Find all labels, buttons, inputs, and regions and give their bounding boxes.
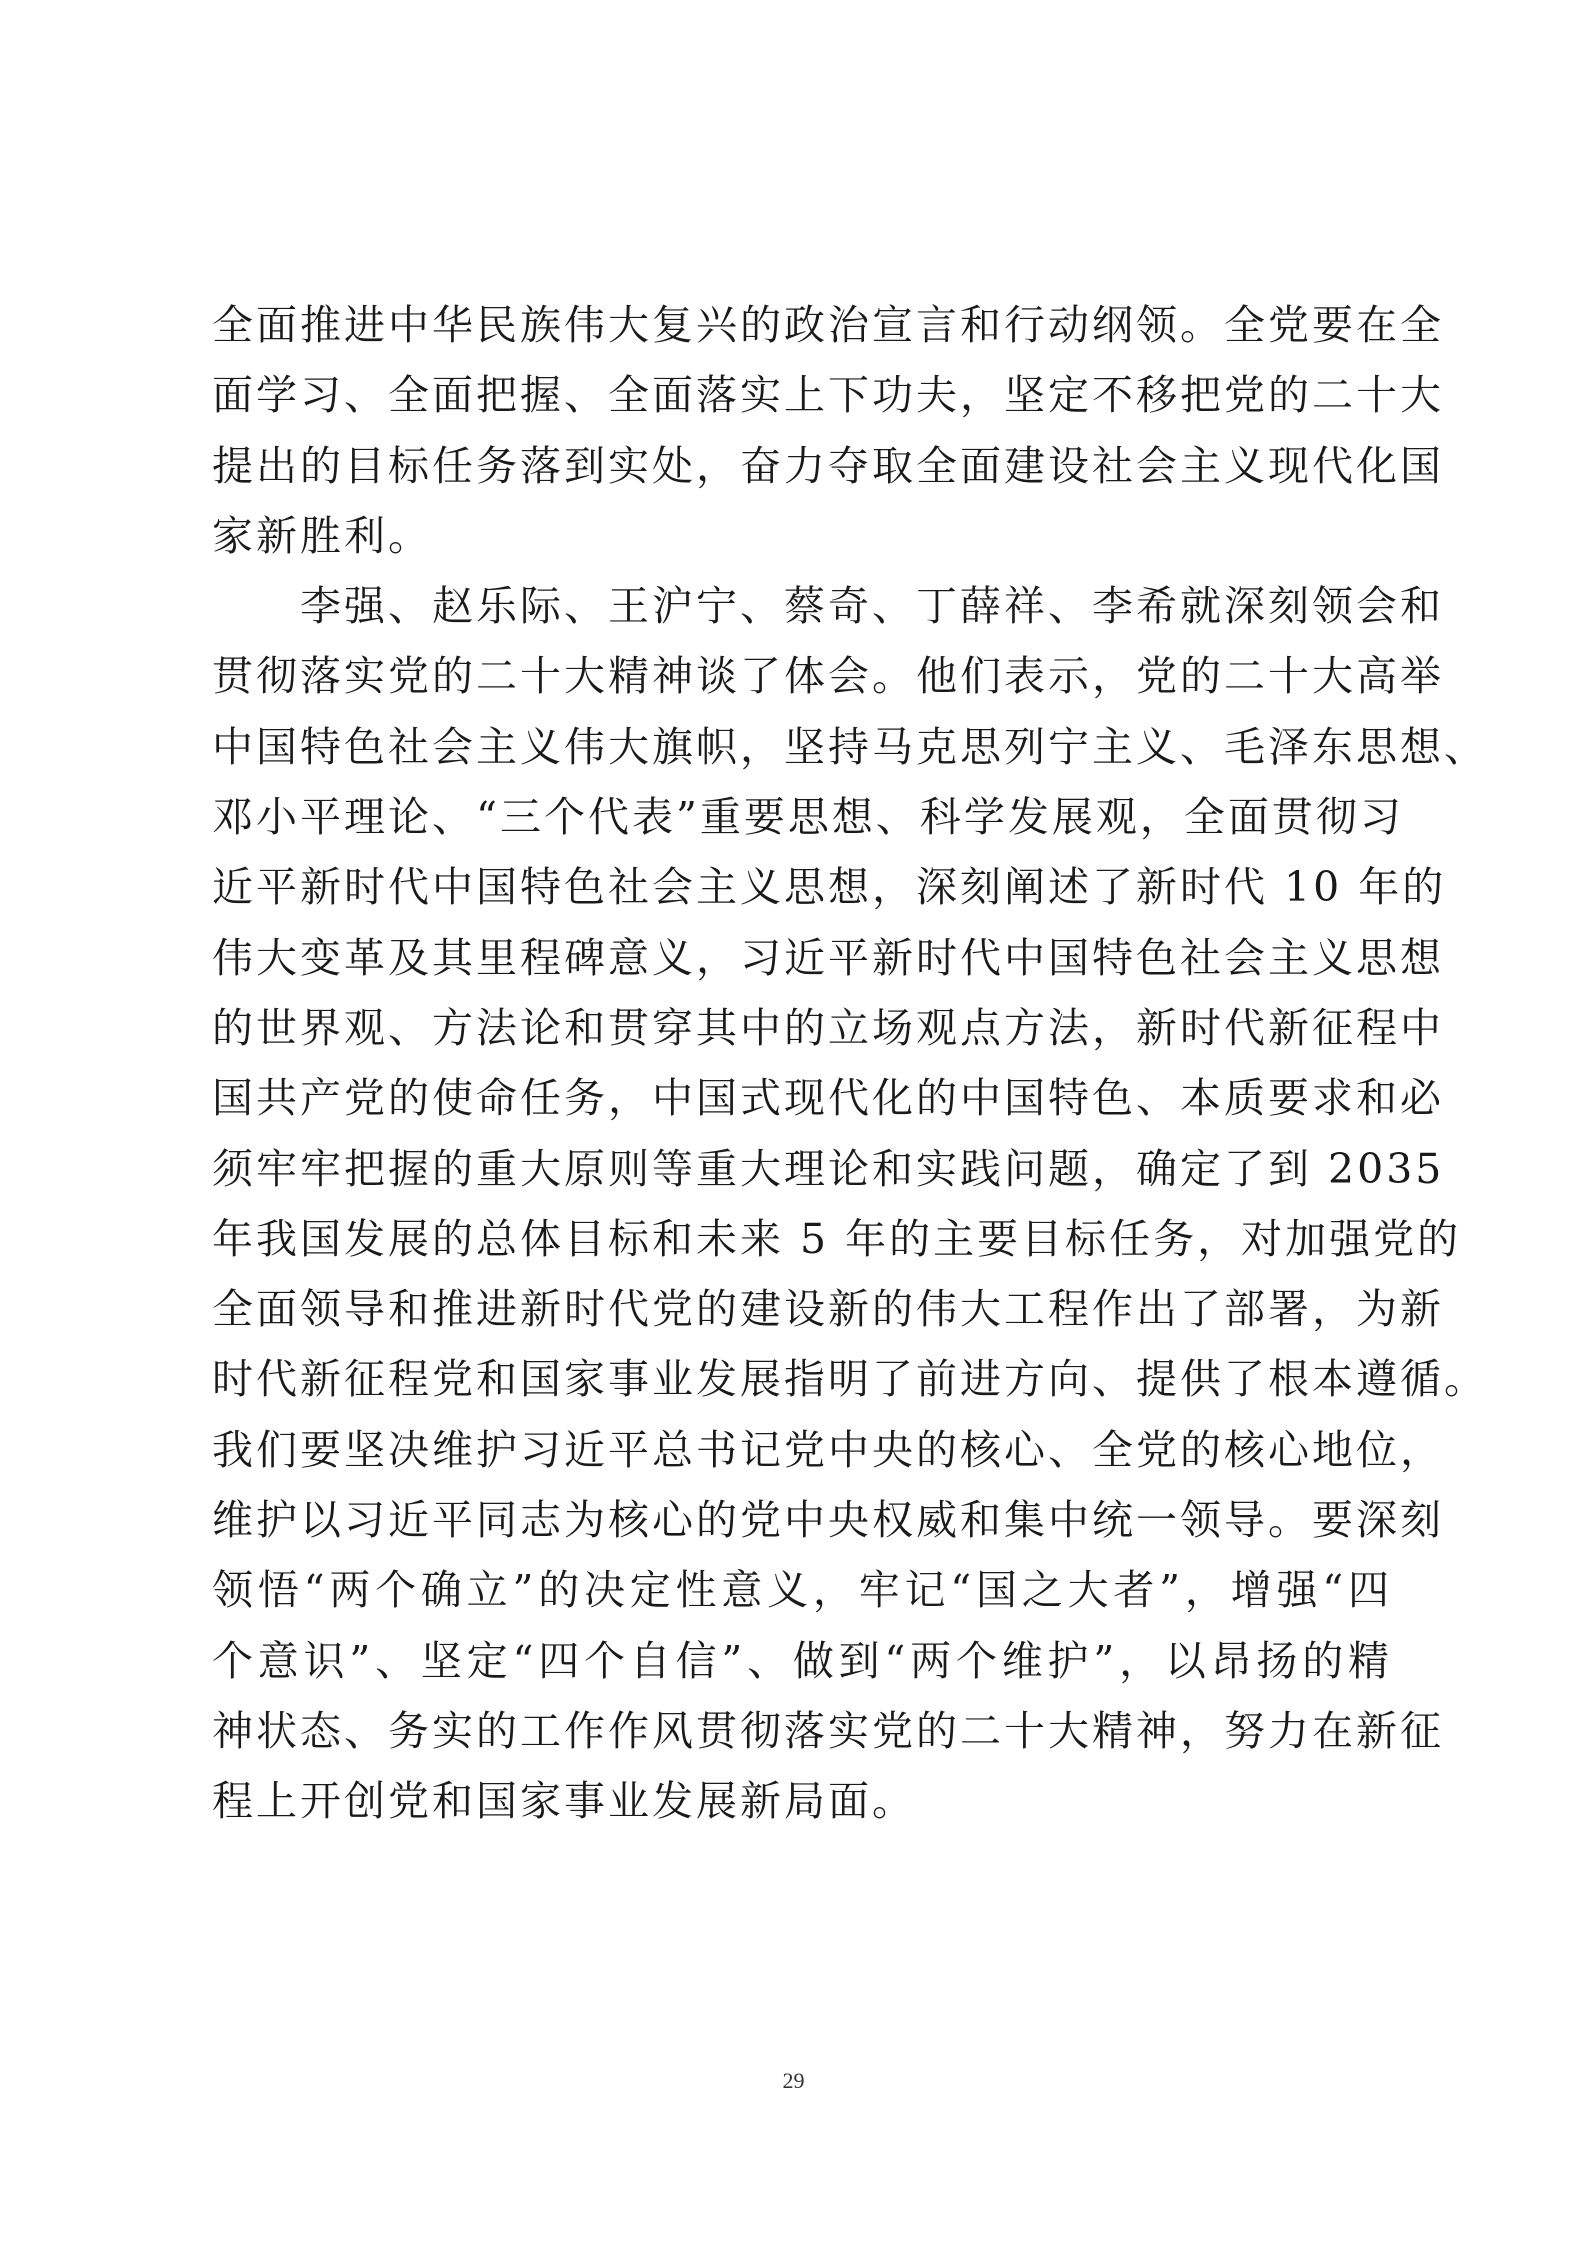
- text-line: 近平新时代中国特色社会主义思想，深刻阐述了新时代 10 年的: [212, 863, 1447, 912]
- page-number: 29: [782, 2068, 805, 2093]
- body-text: [212, 290, 1488, 1837]
- text-line: 全面推进中华民族伟大复兴的政治宣言和行动纲领。全党要在全: [212, 301, 1444, 349]
- text-line: 贯彻落实党的二十大精神谈了体会。他们表示，党的二十大高举: [212, 652, 1444, 701]
- text-line: 我们要坚决维护习近平总书记党中央的核心、全党的核心地位，: [212, 1425, 1444, 1474]
- text-line: 时代新征程党和国家事业发展指明了前进方向、提供了根本遵循。: [212, 1355, 1488, 1404]
- text-line: 的世界观、方法论和贯穿其中的立场观点方法，新时代新征程中: [212, 1003, 1444, 1052]
- text-line: 神状态、务实的工作作风贯彻落实党的二十大精神，努力在新征: [212, 1706, 1444, 1755]
- text-line: 维护以习近平同志为核心的党中央权威和集中统一领导。要深刻: [212, 1496, 1444, 1545]
- text-line: 领悟“两个确立”的决定性意义，牢记“国之大者”，增强“四: [212, 1566, 1392, 1615]
- text-line: 国共产党的使命任务，中国式现代化的中国特色、本质要求和必: [212, 1074, 1444, 1123]
- text-line: 个意识”、坚定“四个自信”、做到“两个维护”，以昂扬的精: [212, 1636, 1392, 1685]
- text-line: 提出的目标任务落到实处，奋力夺取全面建设社会主义现代化国: [212, 441, 1444, 490]
- text-line: 须牢牢把握的重大原则等重大理论和实践问题，确定了到 2035: [212, 1144, 1445, 1193]
- text-line: 年我国发展的总体目标和未来 5 年的主要目标任务，对加强党的: [212, 1214, 1462, 1263]
- text-line: 面学习、全面把握、全面落实上下功夫，坚定不移把党的二十大: [212, 371, 1444, 420]
- text-line: 程上开创党和国家事业发展新局面。: [212, 1777, 916, 1826]
- text-line: 家新胜利。: [212, 511, 432, 560]
- text-line: 全面领导和推进新时代党的建设新的伟大工程作出了部署，为新: [212, 1285, 1444, 1334]
- text-line: 邓小平理论、“三个代表”重要思想、科学发展观，全面贯彻习: [212, 793, 1404, 842]
- text-line: 中国特色社会主义伟大旗帜，坚持马克思列宁主义、毛泽东思想、: [212, 722, 1488, 771]
- text-line: 李强、赵乐际、王沪宁、蔡奇、丁薛祥、李希就深刻领会和: [300, 582, 1444, 631]
- text-line: 伟大变革及其里程碑意义，习近平新时代中国特色社会主义思想: [212, 933, 1444, 982]
